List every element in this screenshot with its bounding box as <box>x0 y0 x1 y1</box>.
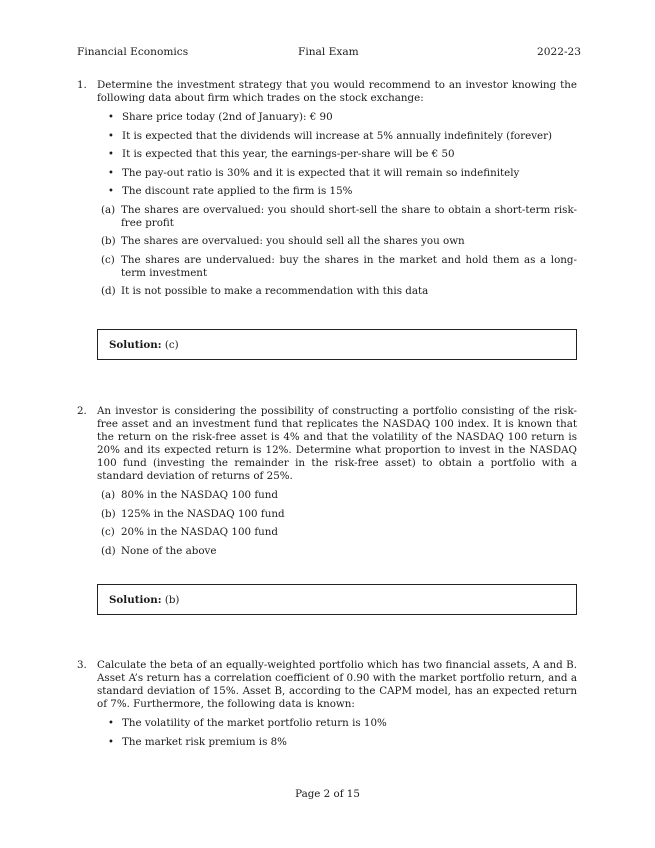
question-2 <box>77 405 577 563</box>
option-label: (d) <box>101 544 116 557</box>
answer-option <box>77 204 577 230</box>
answer-options <box>77 489 577 558</box>
solution-label: Solution: <box>109 594 162 606</box>
option-text: None of the above <box>121 544 217 557</box>
question-3 <box>77 659 577 754</box>
solution-box-2 <box>97 584 577 615</box>
option-text: The shares are overvalued: you should sell all the shares you own <box>121 235 465 247</box>
option-label: (c) <box>101 253 115 266</box>
list-item: • Share price today (2nd of January): € 90 <box>77 111 577 124</box>
header-year: 2022-23 <box>537 46 582 58</box>
question-number: 1. <box>77 79 87 91</box>
data-list <box>77 717 577 749</box>
answer-option <box>77 508 577 521</box>
answer-options <box>77 204 577 299</box>
question-stem: Determine the investment strategy that you would recommend to an investor knowing the following data about firm which trades on the stock exchange: <box>97 79 577 104</box>
page-footer: Page 2 of 15 <box>295 788 360 800</box>
list-item: • It is expected that the dividends will increase at 5% annually indefinitely (forever) <box>77 130 577 143</box>
option-label: (b) <box>101 235 116 247</box>
question-stem: An investor is considering the possibility of constructing a portfolio consisting of the risk-free asset and an investment fund that replicates the NASDAQ 100 index. It is known that the return on the risk-free asset is 4% and that the volatility of the NASDAQ 100 return is 20% and its expected return is 12%. Determine what proportion to invest in the NASDAQ 100 fund (investing the remainder in the risk-free asset) to obtain a portfolio with a standard deviation of returns of 25%. <box>97 405 577 482</box>
answer-option <box>77 526 577 539</box>
question-number: 3. <box>77 659 87 671</box>
option-text: 20% in the NASDAQ 100 fund <box>121 526 278 538</box>
answer-option <box>77 235 577 248</box>
solution-label: Solution: <box>109 339 162 351</box>
data-list <box>77 111 577 198</box>
question-stem: Calculate the beta of an equally-weighted portfolio which has two financial assets, A and B. Asset A’s return has a correlation coefficient of 0.90 with the market portfolio return, and a standard deviation of 15%. Asset B, according to the CAPM model, has an expected return of 7%. Furthermore, the following data is known: <box>97 659 577 710</box>
question-1 <box>77 79 577 304</box>
option-label: (d) <box>101 285 116 297</box>
header-course: Financial Economics <box>77 46 189 58</box>
option-text: It is not possible to make a recommendation with this data <box>121 285 429 297</box>
option-text: 80% in the NASDAQ 100 fund <box>121 489 278 501</box>
list-item: • It is expected that this year, the earnings-per-share will be € 50 <box>77 148 577 161</box>
solution-value: (b) <box>164 594 180 606</box>
option-text: The shares are undervalued: buy the shares in the market and hold them as a long-term investment <box>121 253 577 279</box>
option-text: The shares are overvalued: you should short-sell the share to obtain a short-term risk-free profit <box>121 203 577 229</box>
solution-value: (c) <box>164 339 179 351</box>
option-label: (a) <box>101 489 116 501</box>
answer-option <box>77 285 577 298</box>
question-number: 2. <box>77 405 87 417</box>
option-text: 125% in the NASDAQ 100 fund <box>121 507 285 520</box>
option-label: (b) <box>101 507 116 520</box>
list-item: • The volatility of the market portfolio return is 10% <box>77 717 577 730</box>
list-item: • The discount rate applied to the firm is 15% <box>77 185 577 198</box>
answer-option <box>77 489 577 502</box>
answer-option <box>77 254 577 280</box>
solution-box-1 <box>97 329 577 360</box>
option-label: (c) <box>101 526 115 538</box>
option-label: (a) <box>101 203 116 216</box>
header-exam: Final Exam <box>298 46 359 58</box>
list-item: • The market risk premium is 8% <box>77 736 577 749</box>
answer-option <box>77 545 577 558</box>
list-item: • The pay-out ratio is 30% and it is expected that it will remain so indefinitely <box>77 167 577 180</box>
